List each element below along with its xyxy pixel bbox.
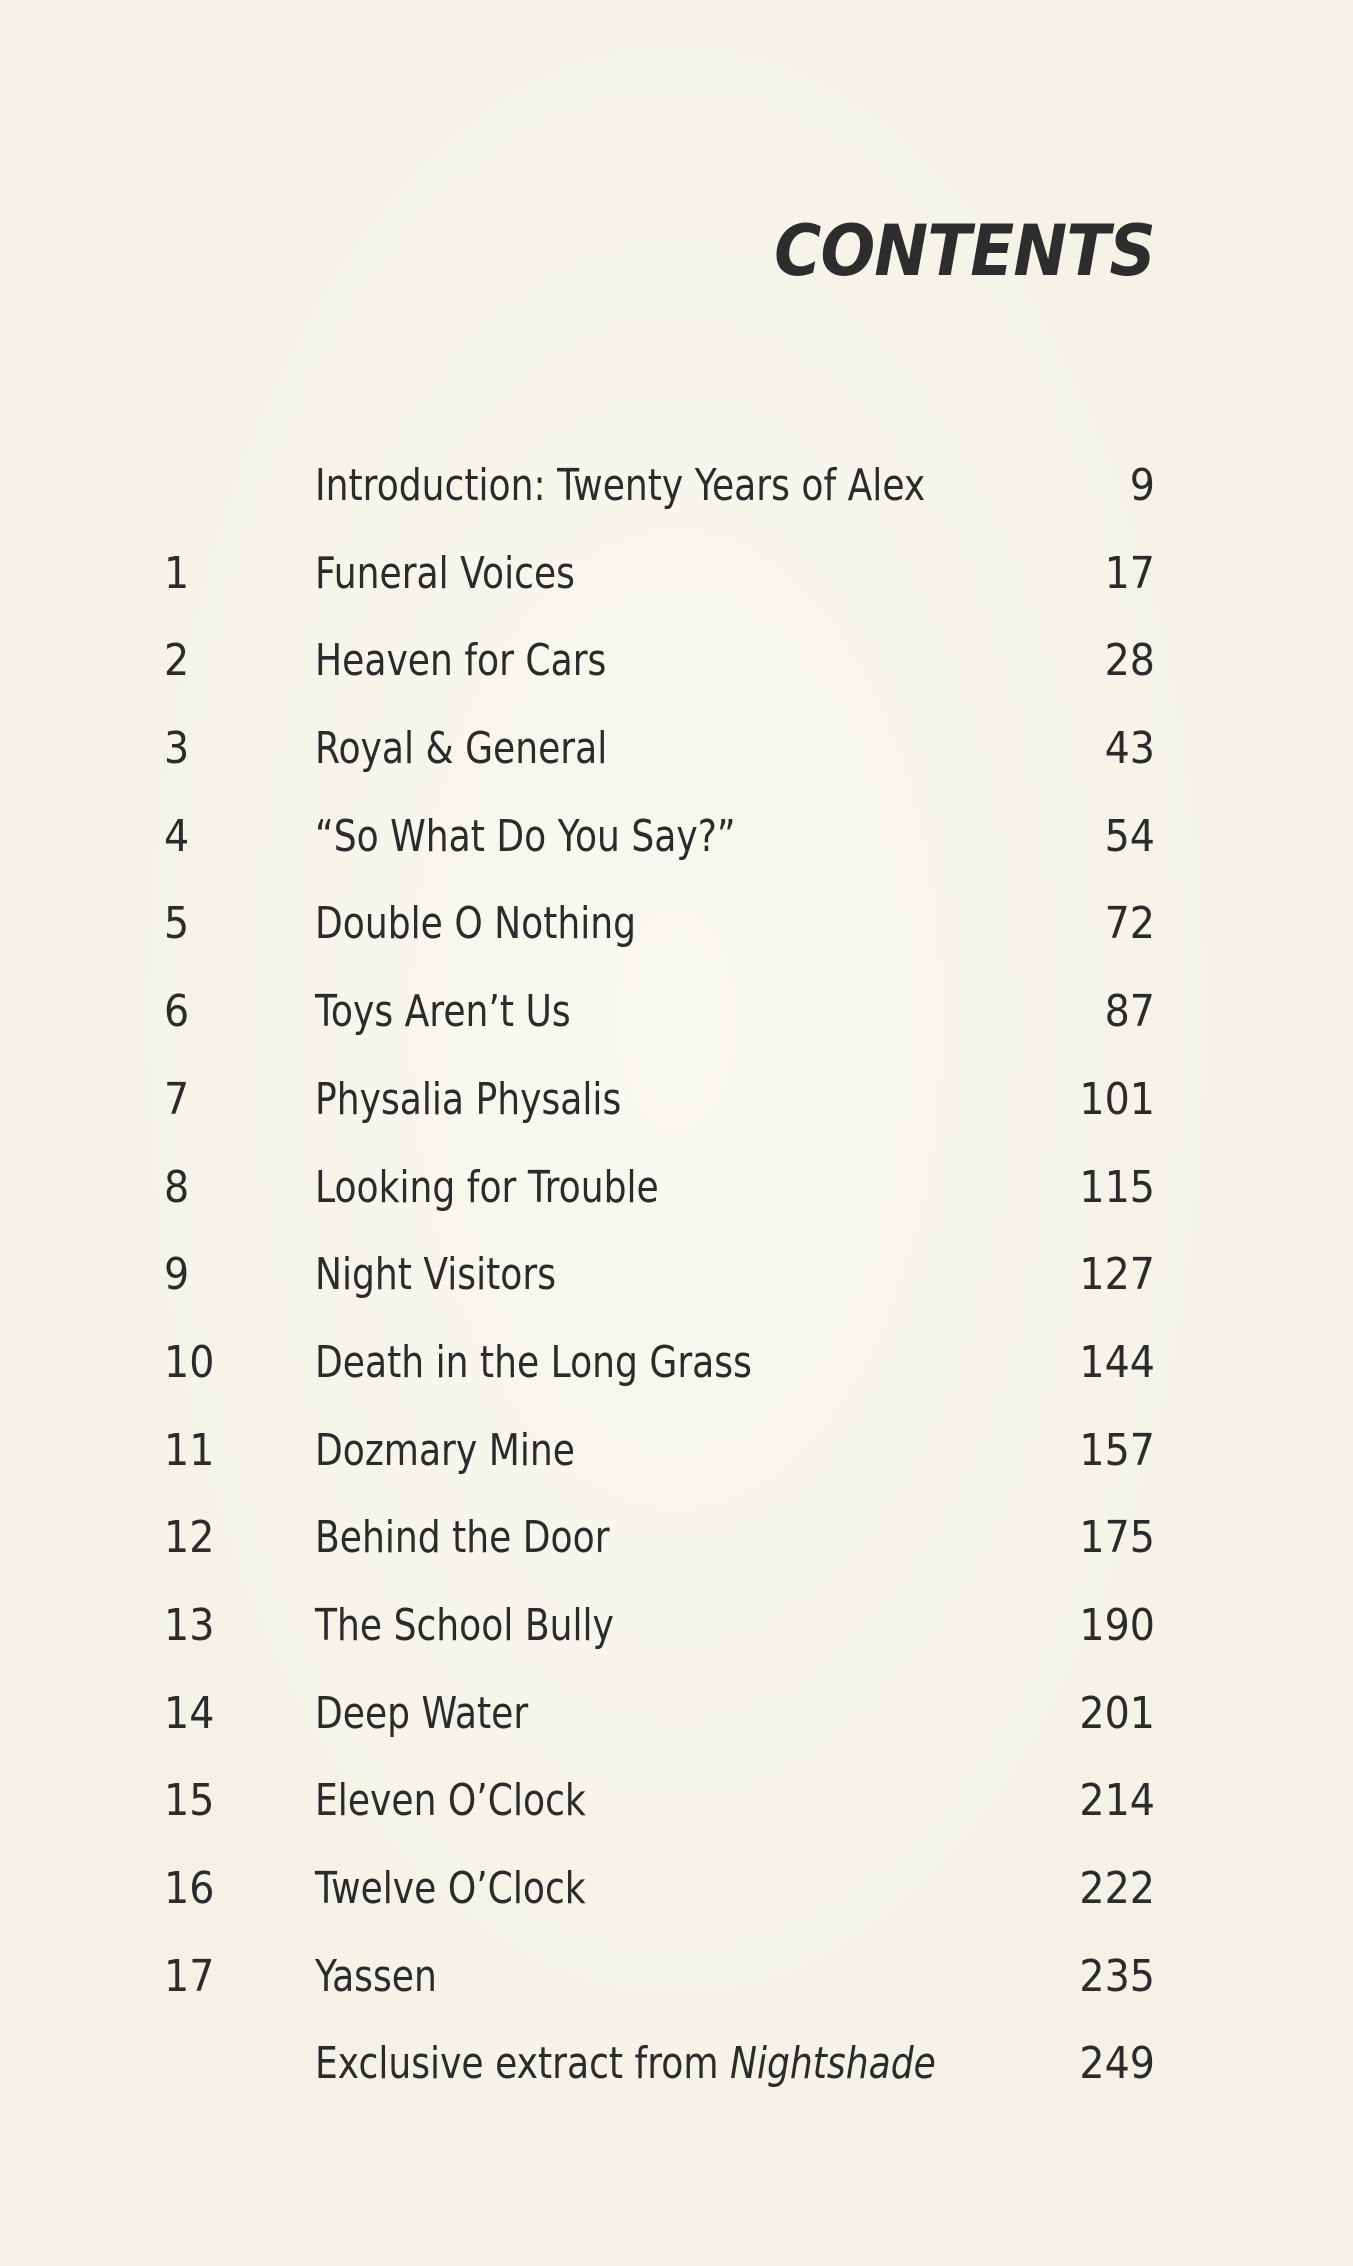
chapter-number: 1 xyxy=(164,547,190,599)
chapter-title: Night Visitors xyxy=(315,1249,556,1301)
chapter-title: Heaven for Cars xyxy=(315,635,607,687)
chapter-number: 5 xyxy=(164,898,190,950)
page-number: 101 xyxy=(1079,1073,1155,1125)
chapter-number: 16 xyxy=(164,1863,215,1914)
chapter-title: Death in the Long Grass xyxy=(315,1336,752,1388)
page-number: 222 xyxy=(1079,1863,1155,1914)
chapter-number: 2 xyxy=(164,635,190,687)
toc-entry xyxy=(0,1510,1353,1598)
chapter-title: Funeral Voices xyxy=(315,547,575,599)
toc-entry xyxy=(0,1598,1353,1686)
toc-entry xyxy=(0,546,1353,634)
page-number: 28 xyxy=(1104,635,1155,687)
chapter-number: 9 xyxy=(164,1249,190,1301)
page-number: 249 xyxy=(1079,2038,1155,2090)
toc-entry xyxy=(0,1160,1353,1248)
page-number: 9 xyxy=(1129,460,1155,511)
chapter-number: 13 xyxy=(164,1599,215,1651)
chapter-title: Looking for Trouble xyxy=(315,1161,659,1213)
page-number: 127 xyxy=(1079,1249,1155,1301)
extract-book-title: Nightshade xyxy=(729,2038,936,2090)
chapter-number: 11 xyxy=(164,1424,215,1476)
chapter-number: 15 xyxy=(164,1775,215,1827)
chapter-number: 10 xyxy=(164,1336,215,1388)
toc-entry xyxy=(0,1773,1353,1861)
chapter-number: 3 xyxy=(164,723,190,775)
chapter-number: 14 xyxy=(164,1687,215,1739)
toc-entry xyxy=(0,721,1353,809)
chapter-number: 6 xyxy=(164,986,190,1038)
toc-entry xyxy=(0,1686,1353,1774)
chapter-title: Dozmary Mine xyxy=(315,1424,575,1476)
chapter-number: 17 xyxy=(164,1950,215,2002)
page-number: 157 xyxy=(1079,1424,1155,1476)
extract-title xyxy=(315,2036,936,2092)
page-number: 87 xyxy=(1104,986,1155,1038)
page-title: CONTENTS xyxy=(774,210,1155,292)
chapter-title: Yassen xyxy=(315,1950,437,2002)
chapter-number: 7 xyxy=(164,1073,190,1125)
chapter-title: The School Bully xyxy=(315,1599,614,1651)
toc-entry xyxy=(0,1861,1353,1949)
toc-entry xyxy=(0,896,1353,984)
chapter-number: 4 xyxy=(164,810,190,862)
page-number: 214 xyxy=(1079,1775,1155,1827)
chapter-title: Eleven O’Clock xyxy=(315,1775,586,1827)
chapter-title: Double O Nothing xyxy=(315,898,637,950)
page-number: 115 xyxy=(1079,1161,1155,1213)
chapter-title: “So What Do You Say?” xyxy=(315,810,736,862)
chapter-title: Twelve O’Clock xyxy=(315,1863,586,1914)
page-number: 72 xyxy=(1104,898,1155,950)
toc-entry xyxy=(0,1247,1353,1335)
toc-entry-extract xyxy=(0,2036,1353,2124)
page-number: 175 xyxy=(1079,1512,1155,1564)
toc-entry xyxy=(0,1335,1353,1423)
page-number: 144 xyxy=(1079,1336,1155,1388)
extract-prefix: Exclusive extract from xyxy=(315,2038,730,2090)
table-of-contents xyxy=(0,458,1353,2124)
page-number: 235 xyxy=(1079,1950,1155,2002)
page-number: 54 xyxy=(1104,810,1155,862)
page-number: 201 xyxy=(1079,1687,1155,1739)
page-number: 43 xyxy=(1104,723,1155,775)
toc-entry xyxy=(0,633,1353,721)
toc-entry-introduction xyxy=(0,458,1353,546)
chapter-title: Royal & General xyxy=(315,723,608,775)
page-number: 190 xyxy=(1079,1599,1155,1651)
chapter-title: Behind the Door xyxy=(315,1512,610,1564)
chapter-title: Deep Water xyxy=(315,1687,529,1739)
toc-entry xyxy=(0,1949,1353,2037)
page-number: 17 xyxy=(1104,547,1155,599)
chapter-title: Physalia Physalis xyxy=(315,1073,622,1125)
chapter-number: 12 xyxy=(164,1512,215,1564)
chapter-number: 8 xyxy=(164,1161,190,1213)
toc-entry xyxy=(0,984,1353,1072)
toc-entry xyxy=(0,809,1353,897)
toc-entry xyxy=(0,1423,1353,1511)
chapter-title: Toys Aren’t Us xyxy=(315,986,571,1038)
chapter-title: Introduction: Twenty Years of Alex xyxy=(315,460,926,511)
toc-entry xyxy=(0,1072,1353,1160)
